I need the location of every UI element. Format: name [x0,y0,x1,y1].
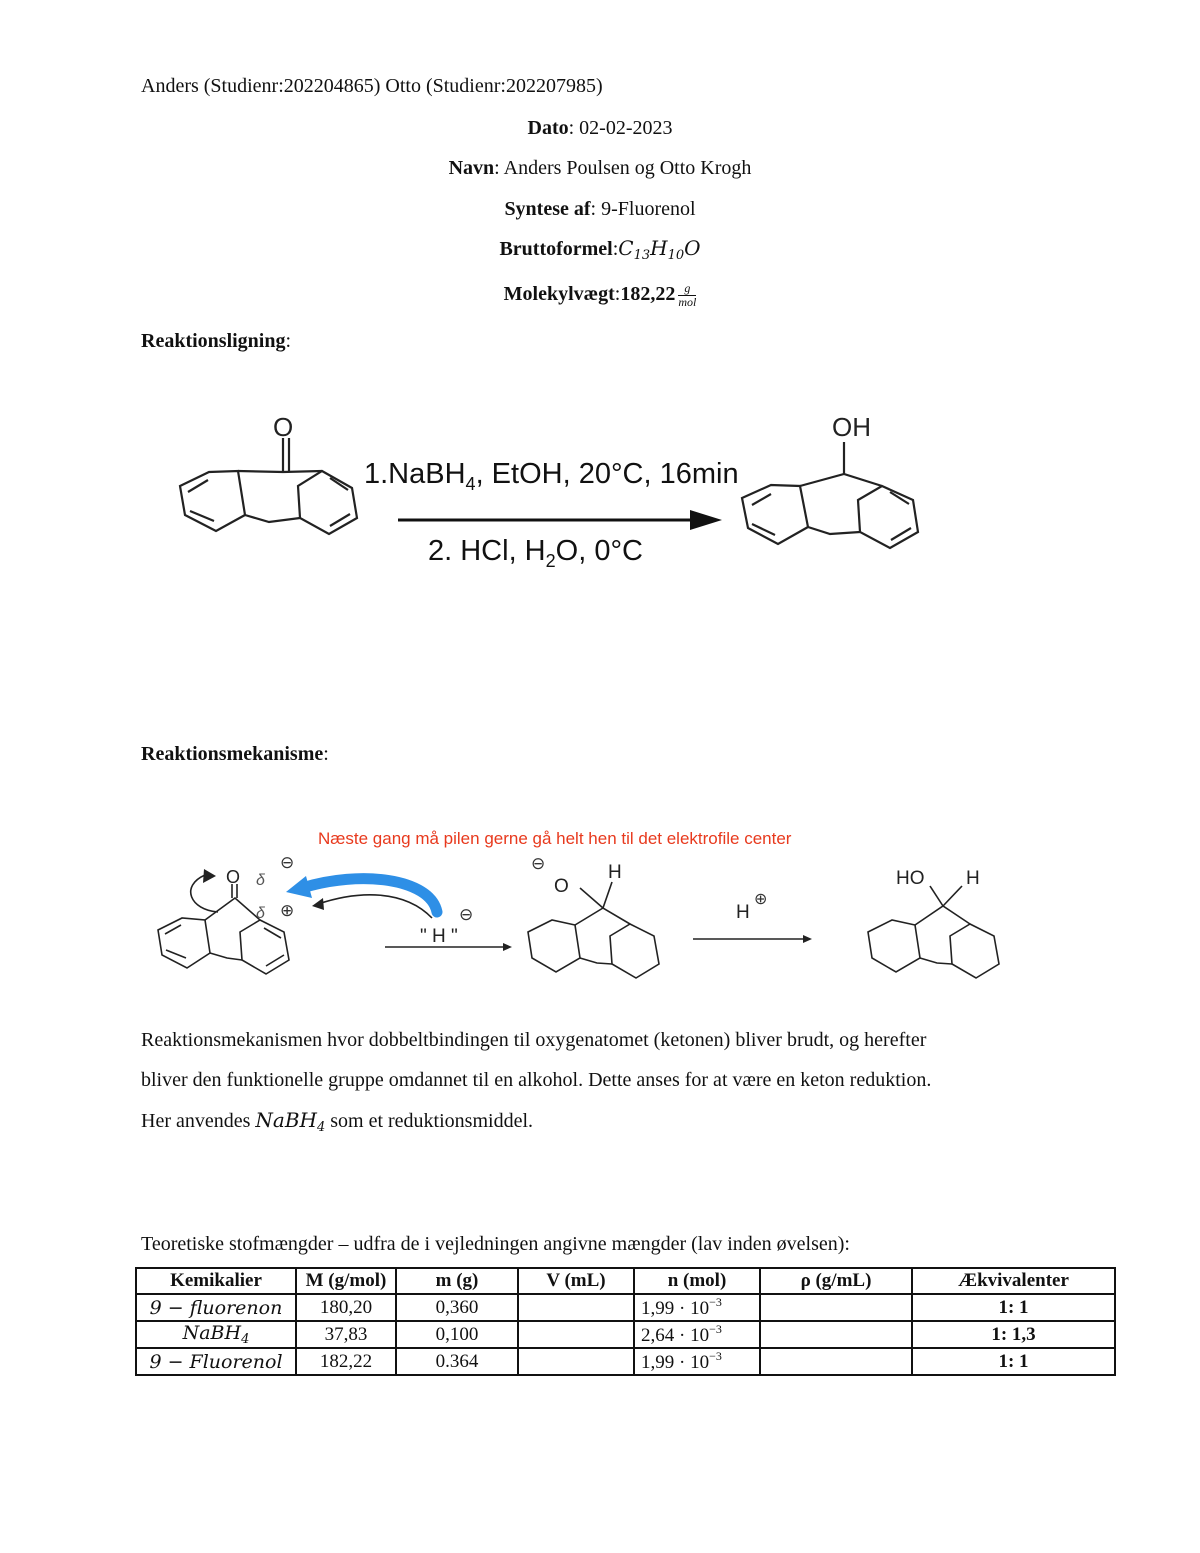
synthesis-line [0,197,1200,221]
cell-volume [518,1321,634,1348]
delta-minus: δ [256,872,265,889]
student-header: Anders (Studienr:202204865) Otto (Studienr:202207985) [141,75,603,97]
moles-exponent: −3 [709,1349,722,1363]
minus-charge-alkoxide: ⊖ [531,854,546,873]
cell-volume [518,1294,634,1321]
reaction-equation-title: Reaktionsligning [141,330,286,352]
stoichiometry-table [135,1267,1116,1376]
cell-density [760,1294,912,1321]
date-label: Dato [527,117,569,139]
mech-alkoxide [528,882,659,978]
unit-numerator: g [678,282,696,296]
step1-sub: 4 [465,474,476,494]
step1-text-a: 1.NaBH [364,458,466,490]
delta-plus: δ [256,905,265,922]
proton-label: H [736,902,750,923]
reactant-oxygen-label: O [273,412,294,442]
formula-c: C [618,236,634,260]
mechanism-title: Reaktionsmekanisme [141,743,324,765]
reaction-equation-heading [141,329,291,353]
cell-moles [634,1321,760,1348]
cell-mass: 0,100 [396,1321,518,1348]
paragraph-line-2: bliver den funktionelle gruppe omdannet til en alkohol. Dette anses for at være en keton reduktion. [141,1069,932,1091]
minus-charge-1: ⊖ [280,853,295,872]
mechanism-colon: : [323,743,329,765]
black-arrow-head [312,898,324,910]
date-value: : 02-02-2023 [568,117,673,139]
black-curved-arrow [318,895,432,918]
molar-mass-label: Molekylvægt [503,283,615,306]
cell-volume [518,1348,634,1375]
formula-label: Bruttoformel [499,238,613,260]
cell-density [760,1321,912,1348]
mech-left-ring [158,918,210,968]
unit-denominator: mol [678,295,697,309]
moles-exponent: −3 [709,1295,722,1309]
cell-chemical [136,1348,296,1375]
paragraph-line-3-a: Her anvendes [141,1110,256,1132]
minus-charge-hydride: ⊖ [459,905,474,924]
formula-h-sub: 10 [667,248,685,263]
header-equivalents: Ækvivalenter [912,1268,1115,1294]
molar-mass-line [0,282,1200,309]
moles-base: 1,99 · 10 [641,1352,710,1373]
cell-mass: 0.364 [396,1348,518,1375]
chemical-name-sub: 4 [241,1332,250,1347]
step2-label [428,535,643,571]
paragraph-nabh4: NaBH [255,1108,317,1132]
header-chemicals: Kemikalier [136,1268,296,1294]
mech-oxygen: O [226,867,241,887]
header-density: ρ (g/mL) [760,1268,912,1294]
formula-c-sub: 13 [633,248,651,263]
intermediate-hydrogen: H [608,862,622,883]
paragraph-line-3-b: som et reduktionsmiddel. [325,1110,534,1132]
molar-mass-value: 182,22 [620,283,676,306]
mechanism-heading [141,742,329,766]
fluorenone-structure [180,438,357,534]
fluorenol-structure [742,442,918,548]
table-row [136,1348,1115,1375]
product-hydrogen: H [966,868,980,889]
proton-charge: ⊕ [754,891,768,908]
synthesis-value: : 9-Fluorenol [590,198,696,220]
mechanism-scheme [0,850,1200,1000]
chemical-name: NaBH [182,1322,242,1344]
cell-mass: 0,360 [396,1294,518,1321]
cell-molar-mass: 37,83 [296,1321,396,1348]
reaction-arrow-head [690,510,722,530]
paragraph-nabh4-sub: 4 [316,1120,326,1135]
product-left-ring [742,485,808,544]
paragraph-line-3 [141,1100,931,1148]
cell-density [760,1348,912,1375]
synthesis-label: Syntese af [504,198,591,220]
formula-h: H [650,236,668,260]
mech-arrow-1-head [503,943,512,951]
table-header-row [136,1268,1115,1294]
cell-molar-mass: 182,22 [296,1348,396,1375]
teacher-note: Næste gang må pilen gerne gå helt hen til det elektrofile center [318,829,792,848]
name-value: : Anders Poulsen og Otto Krogh [494,157,752,179]
cell-moles [634,1348,760,1375]
cell-moles [634,1294,760,1321]
table-caption: Teoretiske stofmængder – udfra de i vejledningen angivne mængder (lav inden øvelsen): [141,1233,850,1255]
product-right-ring [858,486,918,548]
paragraph-line-1: Reaktionsmekanismen hvor dobbeltbindingen til oxygenatomet (ketonen) bliver brudt, og herefter [141,1029,927,1051]
cell-equivalents: 1: 1,3 [912,1321,1115,1348]
table-row [136,1294,1115,1321]
cell-molar-mass: 180,20 [296,1294,396,1321]
header-mass: m (g) [396,1268,518,1294]
reaction-scheme [0,400,1200,600]
left-ring [180,471,245,531]
hydride-label: " H " [420,926,458,947]
mech-arrow-2-head [803,935,812,943]
moles-exponent: −3 [709,1322,722,1336]
curved-arrow-head [203,869,216,883]
cell-chemical [136,1321,296,1348]
right-ring [298,471,357,534]
header-moles: n (mol) [634,1268,760,1294]
mechanism-paragraph [141,1020,931,1148]
table-row [136,1321,1115,1348]
step2-text-b: O, 0°C [555,535,643,567]
moles-base: 1,99 · 10 [641,1298,710,1319]
formula-line [0,236,1200,268]
name-line [0,156,1200,180]
mech-fluorenol [868,886,999,978]
step2-sub: 2 [545,551,556,571]
header-molar-mass: M (g/mol) [296,1268,396,1294]
name-label: Navn [448,157,495,179]
chemical-name: 9 − Fluorenol [149,1350,283,1373]
formula-sep: : [612,238,619,260]
blue-arrow-head [286,876,312,898]
cell-equivalents: 1: 1 [912,1294,1115,1321]
intermediate-oxygen: O [554,876,569,897]
cell-chemical [136,1294,296,1321]
date-line [0,116,1200,140]
step1-text-b: , EtOH, 20°C, 16min [475,458,739,490]
product-oh-label: OH [832,412,871,442]
moles-base: 2,64 · 10 [641,1325,710,1346]
step2-text-a: 2. HCl, H [428,535,546,567]
step1-label [364,458,739,494]
cell-equivalents: 1: 1 [912,1348,1115,1375]
product-ho: HO [896,868,925,889]
molar-mass-sep: : [614,283,621,306]
plus-charge-1: ⊕ [280,901,295,920]
chemical-name: 9 − fluorenon [149,1296,283,1319]
mech-fluorenone [158,875,289,974]
formula-value [618,236,701,263]
formula-o: O [684,236,701,260]
molar-mass-unit [678,282,696,309]
reaction-equation-colon: : [285,330,292,352]
header-volume: V (mL) [518,1268,634,1294]
